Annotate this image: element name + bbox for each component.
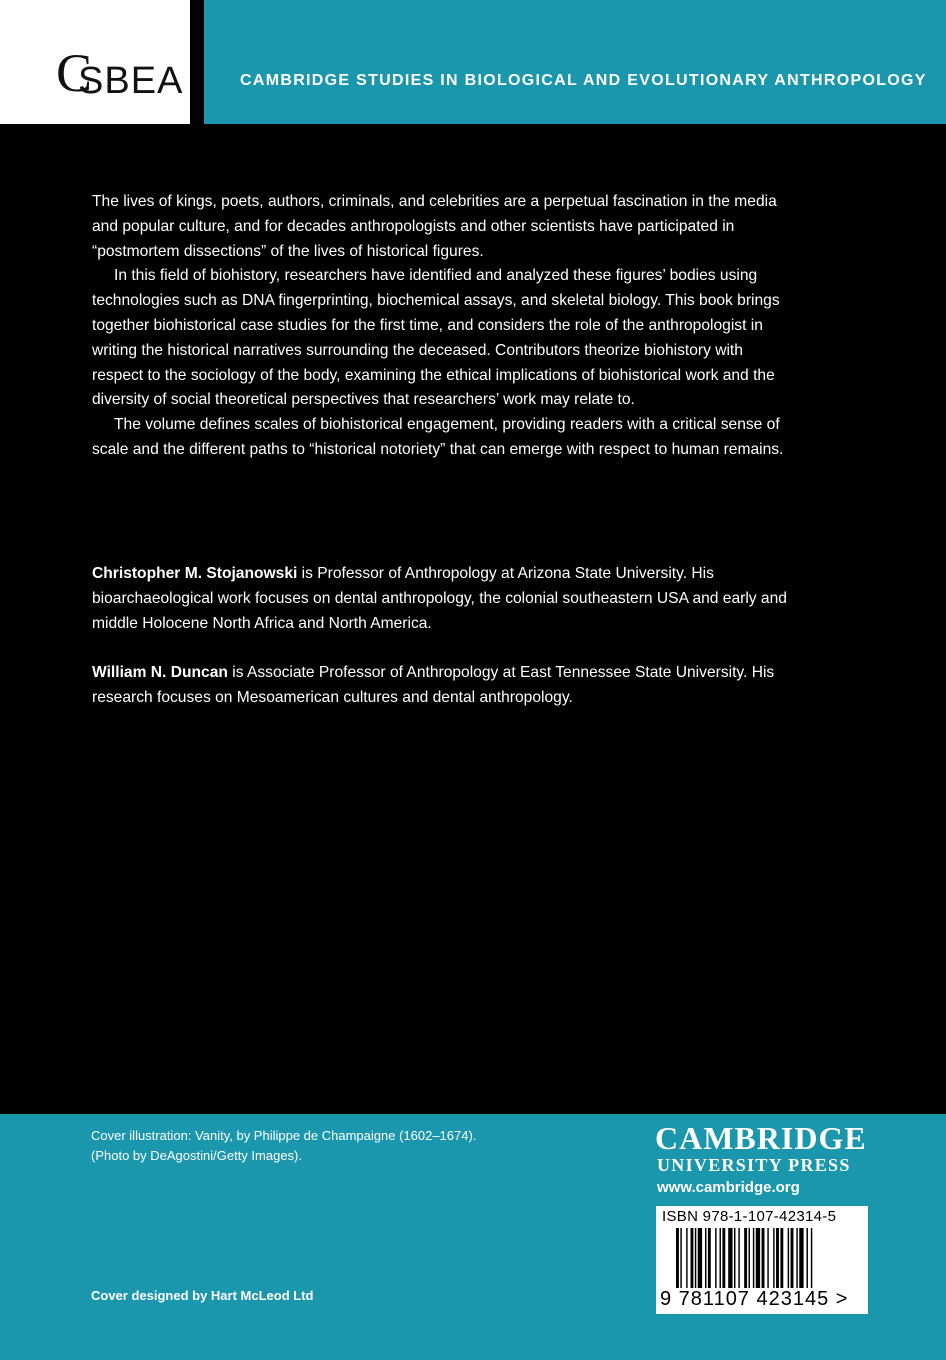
barcode-bar [767,1228,768,1288]
publisher-url: www.cambridge.org [657,1179,800,1196]
barcode-bar [762,1228,765,1288]
barcode-bar [773,1228,774,1288]
author-bio-2 [92,661,792,711]
cover-designer: Cover designed by Hart McLeod Ltd [91,1288,314,1303]
cover-credit [91,1126,551,1166]
series-logo-panel [0,0,190,124]
barcode-bar [734,1228,735,1288]
barcode-bar [715,1228,716,1288]
barcode-bars [676,1228,846,1288]
series-title: CAMBRIDGE STUDIES IN BIOLOGICAL AND EVOLUTIONARY ANTHROPOLOGY [240,72,927,89]
barcode-bar [691,1228,694,1288]
csbea-logo [56,43,184,110]
barcode-bar [780,1228,783,1288]
description-paragraph-1: The lives of kings, poets, authors, criminals, and celebrities are a perpetual fascination in the media and popular culture, and for decades anthropologists and other scientists have participated in “postmortem dissections” of the lives of historical figures. [92,193,777,260]
barcode-bar [698,1228,702,1288]
barcode-digits: 9 781107 423145 > [660,1288,849,1310]
description-paragraph-2: In this field of biohistory, researchers have identified and analyzed these figures’ bodies using technologies such as DNA fingerprinting, biochemical assays, and skeletal biology. This book brings together biohistorical case studies for the first time, and considers the role of the anthropologist in writing the historical narratives surrounding the deceased. Contributors theorize biohistory with respect to the sociology of the body, examining the ethical implications of biohistorical work and the diversity of social theoretical perspectives that researchers’ work may relate to. [92,267,780,409]
isbn-label: ISBN 978-1-107-42314-5 [662,1208,837,1225]
barcode-bar [807,1228,808,1288]
series-banner [204,0,946,124]
cover-credit-line-1: Cover illustration: Vanity, by Philippe de Champaigne (1602–1674). [91,1128,477,1143]
barcode-bar [799,1228,803,1288]
barcode-bar [791,1228,794,1288]
barcode-bar [753,1228,754,1288]
logo-c-glyph: C [56,43,93,103]
book-description [92,190,792,463]
publisher-name: CAMBRIDGE [655,1120,867,1156]
author-bio-text: is Associate Professor of Anthropology at East Tennessee State University. His research focuses on Mesoamerican cultures and dental anthropology. [92,664,775,706]
barcode-bar [705,1228,706,1288]
barcode-bar [749,1228,750,1288]
barcode-bar [776,1228,779,1288]
author-name: Christopher M. Stojanowski [92,565,298,582]
publisher-press: UNIVERSITY PRESS [657,1155,851,1175]
barcode-bar [788,1228,789,1288]
logo-letters: SBEA [78,60,184,102]
author-bio-1 [92,562,792,636]
barcode-bar [676,1228,679,1288]
barcode-bar [686,1228,687,1288]
author-name: William N. Duncan [92,664,228,681]
barcode-bar [728,1228,732,1288]
cover-credit-line-2: (Photo by DeAgostini/Getty Images). [91,1148,302,1163]
barcode-bar [811,1228,812,1288]
barcode-bar [744,1228,747,1288]
barcode-bar [756,1228,760,1288]
isbn-barcode [656,1206,868,1314]
barcode-bar [680,1228,681,1288]
barcode-bar [695,1228,696,1288]
description-paragraph-3: The volume defines scales of biohistorical engagement, providing readers with a critical sense of scale and the different paths to “historical notoriety” that can emerge with respect to human remains. [92,416,784,458]
barcode-bar [738,1228,739,1288]
back-cover-footer [0,1114,946,1360]
barcode-bar [722,1228,725,1288]
barcode-bar [720,1228,721,1288]
barcode-bar [796,1228,797,1288]
barcode-bar [708,1228,711,1288]
author-bio-text: is Professor of Anthropology at Arizona State University. His bioarchaeological work focuses on dental anthropology, the colonial southeastern USA and early and middle Holocene North Africa and North America. [92,565,787,632]
